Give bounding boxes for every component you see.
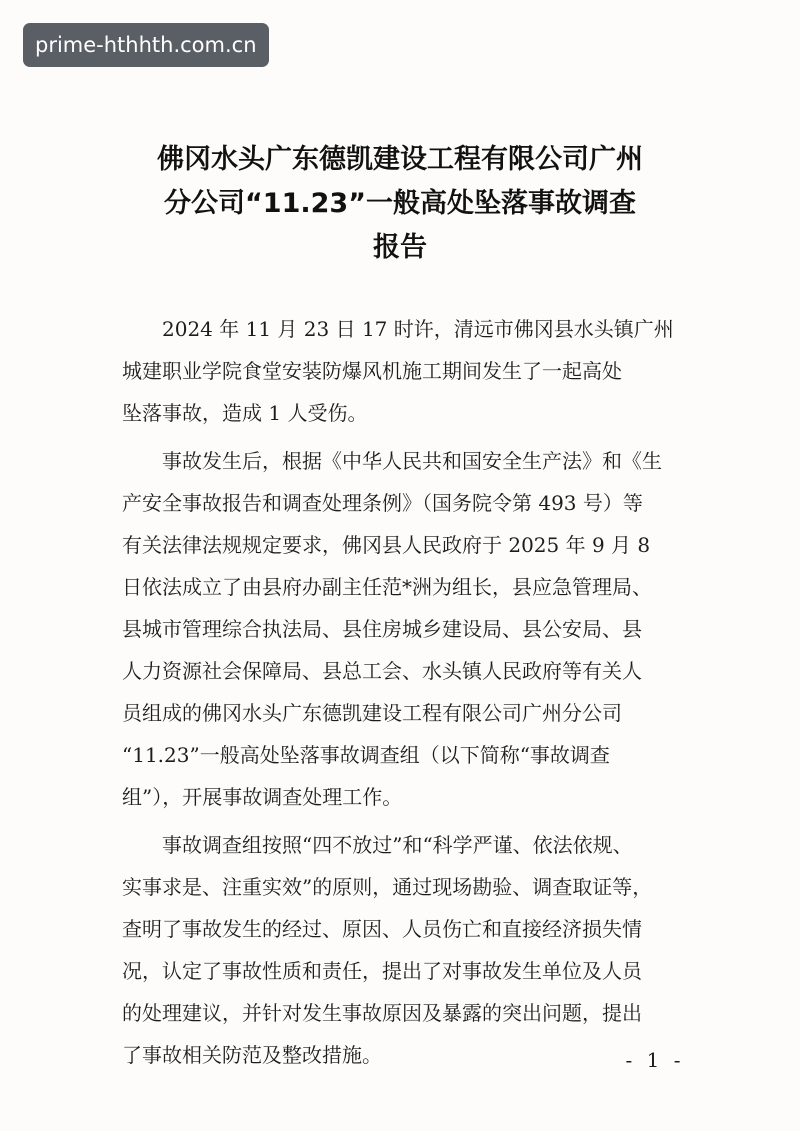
text-line: 事故发生后，根据《中华人民共和国安全生产法》和《生 [122,449,662,473]
text-line: 况，认定了事故性质和责任，提出了对事故发生单位及人员 [122,959,642,983]
title-line-2: 分公司“11.23”一般高处坠落事故调查 [164,188,636,219]
title-line-3: 报告 [373,232,427,263]
text-line: 实事求是、注重实效”的原则，通过现场勘验、调查取证等， [122,875,653,899]
text-line: 坠落事故，造成 1 人受伤。 [122,401,368,425]
page-number: - 1 - [625,1048,685,1072]
watermark-badge: prime-hthhth.com.cn [23,23,269,67]
paragraph-2 [122,440,682,818]
text-line: 县城市管理综合执法局、县住房城乡建设局、县公安局、县 [122,617,642,641]
text-line: “11.23”一般高处坠落事故调查组（以下简称“事故调查 [122,743,610,767]
document-title [125,138,675,270]
text-line: 的处理建议，并针对发生事故原因及暴露的突出问题，提出 [122,1001,642,1025]
text-line: 日依法成立了由县府办副主任范*洲为组长，县应急管理局、 [122,575,652,599]
text-line: 城建职业学院食堂安装防爆风机施工期间发生了一起高处 [122,359,622,383]
document-body [122,308,682,1082]
text-line: 查明了事故发生的经过、原因、人员伤亡和直接经济损失情 [122,917,642,941]
title-line-1: 佛冈水头广东德凯建设工程有限公司广州 [157,144,643,175]
text-line: 人力资源社会保障局、县总工会、水头镇人民政府等有关人 [122,659,642,683]
text-line: 事故调查组按照“四不放过”和“科学严谨、依法依规、 [122,833,633,857]
text-line: 了事故相关防范及整改措施。 [122,1043,382,1067]
paragraph-1 [122,308,682,434]
paragraph-3 [122,824,682,1076]
text-line: 2024 年 11 月 23 日 17 时许，清远市佛冈县水头镇广州 [122,317,674,341]
text-line: 产安全事故报告和调查处理条例》（国务院令第 493 号）等 [122,491,643,515]
text-line: 组”），开展事故调查处理工作。 [122,785,403,809]
text-line: 有关法律法规规定要求，佛冈县人民政府于 2025 年 9 月 8 [122,533,651,557]
text-line: 员组成的佛冈水头广东德凯建设工程有限公司广州分公司 [122,701,622,725]
